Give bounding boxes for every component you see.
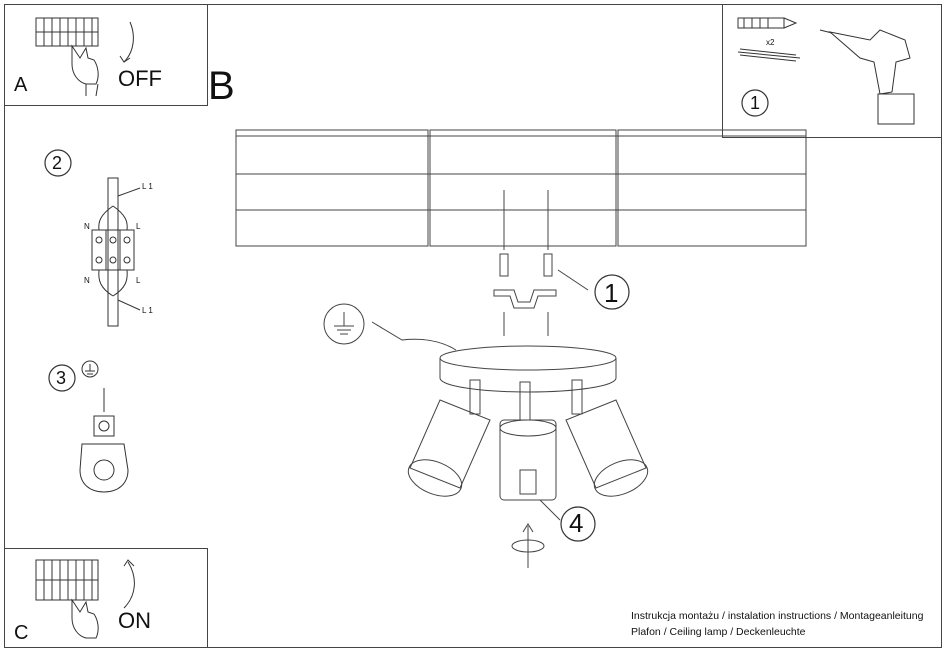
panel-b-letter: B: [208, 64, 235, 108]
footer-line-1: Instrukcja montażu / instalation instructions / Montageanleitung: [631, 610, 924, 622]
step1-mount-number: 1: [604, 278, 619, 308]
on-label: ON: [118, 608, 151, 633]
step2-number: 2: [52, 153, 63, 173]
dowel-count: x2: [766, 38, 775, 47]
wire-l1-top: L 1: [142, 182, 153, 191]
off-label: OFF: [118, 66, 162, 91]
panel-a-letter: A: [14, 74, 28, 96]
panel-c-letter: C: [14, 622, 29, 644]
wire-n-top: N: [84, 222, 90, 231]
step3-number: 3: [56, 368, 67, 388]
footer-line-2: Plafon / Ceiling lamp / Deckenleuchte: [631, 626, 806, 638]
wire-n-bottom: N: [84, 276, 90, 285]
step4-number: 4: [569, 508, 584, 538]
wire-l1-bottom: L 1: [142, 306, 153, 315]
wire-l-bottom: L: [136, 276, 141, 285]
step1-tools-number: 1: [750, 93, 761, 113]
wire-l-top: L: [136, 222, 141, 231]
